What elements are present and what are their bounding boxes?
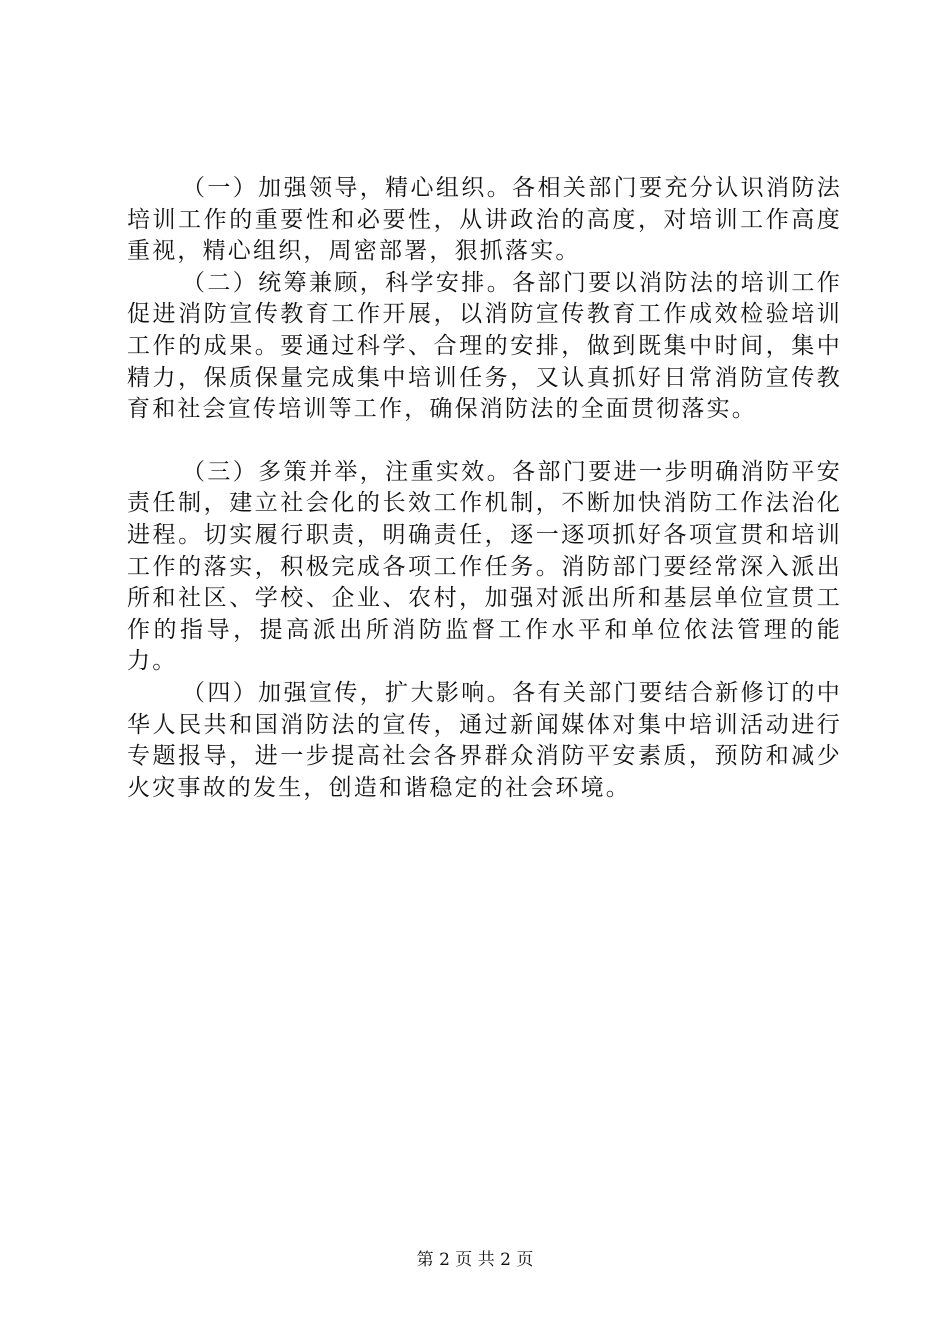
- paragraph-4: （四）加强宣传，扩大影响。各有关部门要结合新修订的中华人民共和国消防法的宣传，通过新闻媒体对集中培训活动进行专题报导，进一步提高社会各界群众消防平安素质，预防和减少火灾事故的发生，创造和谐稳定的社会环境。: [127, 679, 842, 801]
- document-body: [127, 173, 842, 804]
- paragraph-3: （三）多策并举，注重实效。各部门要进一步明确消防平安责任制，建立社会化的长效工作机制，不断加快消防工作法治化进程。切实履行职责，明确责任，逐一逐项抓好各项宣贯和培训工作的落实，积极完成各项工作任务。消防部门要经常深入派出所和社区、学校、企业、农村，加强对派出所和基层单位宣贯工作的指导，提高派出所消防监督工作水平和单位依法管理的能力。: [127, 458, 842, 675]
- page-number-footer: 第 2 页 共 2 页: [416, 1250, 534, 1270]
- paragraph-1: （一）加强领导，精心组织。各相关部门要充分认识消防法培训工作的重要性和必要性，从讲政治的高度，对培训工作高度重视，精心组织，周密部署，狠抓落实。: [127, 175, 842, 265]
- paragraph-2: （二）统筹兼顾，科学安排。各部门要以消防法的培训工作促进消防宣传教育工作开展，以消防宣传教育工作成效检验培训工作的成果。要通过科学、合理的安排，做到既集中时间，集中精力，保质保量完成集中培训任务，又认真抓好日常消防宣传教育和社会宣传培训等工作，确保消防法的全面贯彻落实。: [127, 269, 842, 423]
